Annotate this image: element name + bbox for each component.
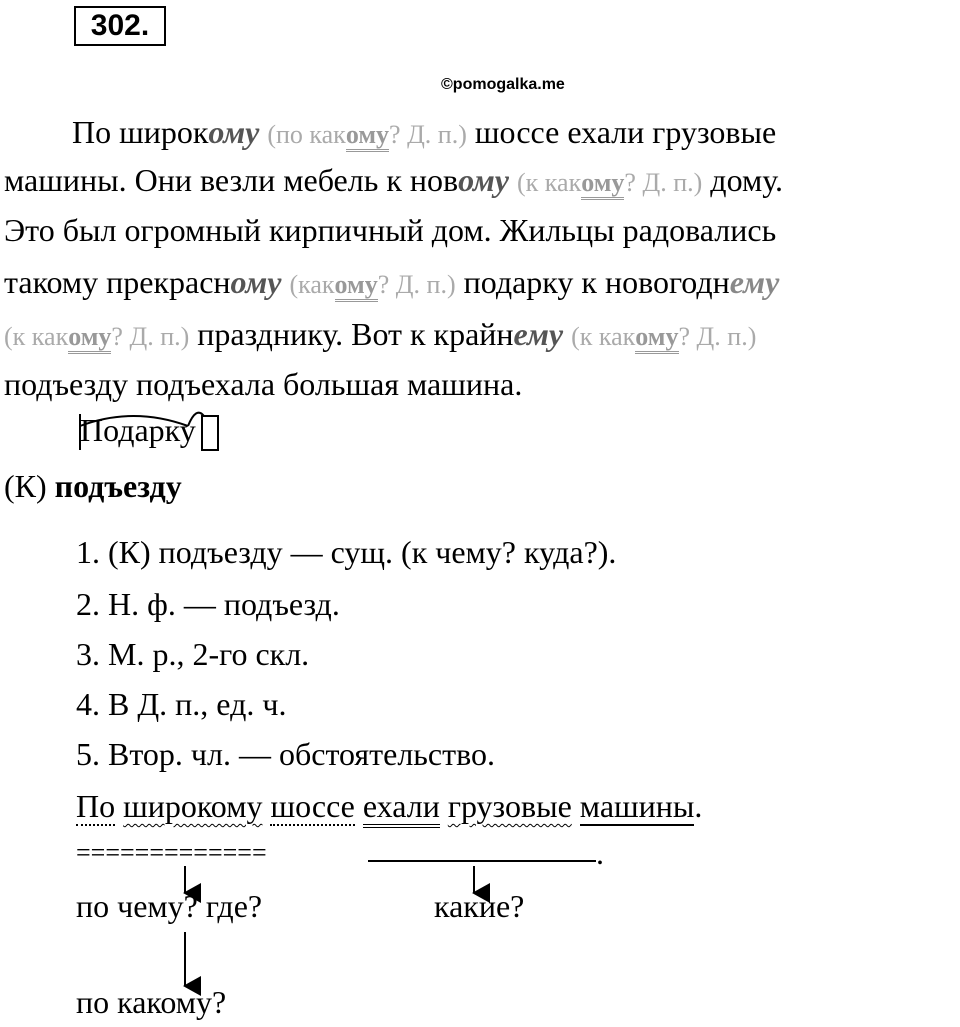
parse-word-preposition: По xyxy=(76,788,116,824)
ending: ему xyxy=(729,264,780,300)
parse-word-attribute: грузовые xyxy=(447,788,572,824)
exercise-number: 302. xyxy=(74,6,166,46)
text-line-6: подъезду подъехала большая машина. xyxy=(4,366,523,402)
text-fragment: празднику. Вот к крайн xyxy=(197,316,514,352)
text-fragment: машины. Они везли мебель к нов xyxy=(4,162,459,198)
ending: ему xyxy=(513,316,564,352)
question-ending: ому xyxy=(68,322,111,354)
question-2: какие? xyxy=(434,888,525,924)
ending: ому xyxy=(230,264,282,300)
analysis-prefix: (К) xyxy=(4,468,47,504)
question-note: ? Д. п.) xyxy=(111,322,190,351)
question-1: по чему? где? xyxy=(76,888,263,924)
question-note: ? Д. п.) xyxy=(389,120,467,149)
question-note: ? Д. п.) xyxy=(678,322,757,351)
question-note: (к как xyxy=(571,322,636,351)
text-fragment: По широк xyxy=(72,114,209,150)
parse-word-subject: машины xyxy=(579,788,695,824)
question-ending: ому xyxy=(635,322,678,354)
question-note: (к как xyxy=(517,168,582,197)
question-ending: ому xyxy=(335,270,378,302)
question-note: ? Д. п.) xyxy=(624,168,703,197)
parse-word-circumstance: шоссе xyxy=(270,788,355,824)
text-line-3: Это был огромный кирпичный дом. Жильцы радовались xyxy=(4,212,777,248)
morpheme-word: Подарку xyxy=(80,412,196,448)
question-ending: ому xyxy=(581,168,624,200)
text-fragment: подарку к новогодн xyxy=(463,264,730,300)
question-note: (по как xyxy=(267,120,346,149)
question-3: по какому? xyxy=(76,984,227,1020)
analysis-word: подъезду xyxy=(54,468,182,504)
question-note: (к как xyxy=(4,322,69,351)
analysis-item-2: 2. Н. ф. — подъезд. xyxy=(76,586,340,622)
analysis-item-4: 4. В Д. п., ед. ч. xyxy=(76,686,287,722)
text-fragment: такому прекрасн xyxy=(4,264,231,300)
text-fragment: дому. xyxy=(710,162,783,198)
watermark: ©pomogalka.me xyxy=(441,76,565,93)
analysis-item-3: 3. М. р., 2-го скл. xyxy=(76,636,310,672)
analysis-item-5: 5. Втор. чл. — обстоятельство. xyxy=(76,736,495,772)
ending: ому xyxy=(208,114,260,150)
question-note: (как xyxy=(289,270,335,299)
question-note: ? Д. п.) xyxy=(377,270,456,299)
text-fragment: шоссе ехали грузовые xyxy=(474,114,777,150)
analysis-item-1: 1. (К) подъезду — сущ. (к чему? куда?). xyxy=(76,534,617,570)
ending: ому xyxy=(458,162,509,198)
sentence-period: . xyxy=(694,788,703,824)
question-ending: ому xyxy=(346,120,389,152)
parse-word-predicate: ехали xyxy=(363,788,440,828)
parse-word-attribute: широкому xyxy=(123,788,263,824)
scheme-dot: . xyxy=(596,835,604,871)
scheme-equals: ============= xyxy=(76,838,267,867)
